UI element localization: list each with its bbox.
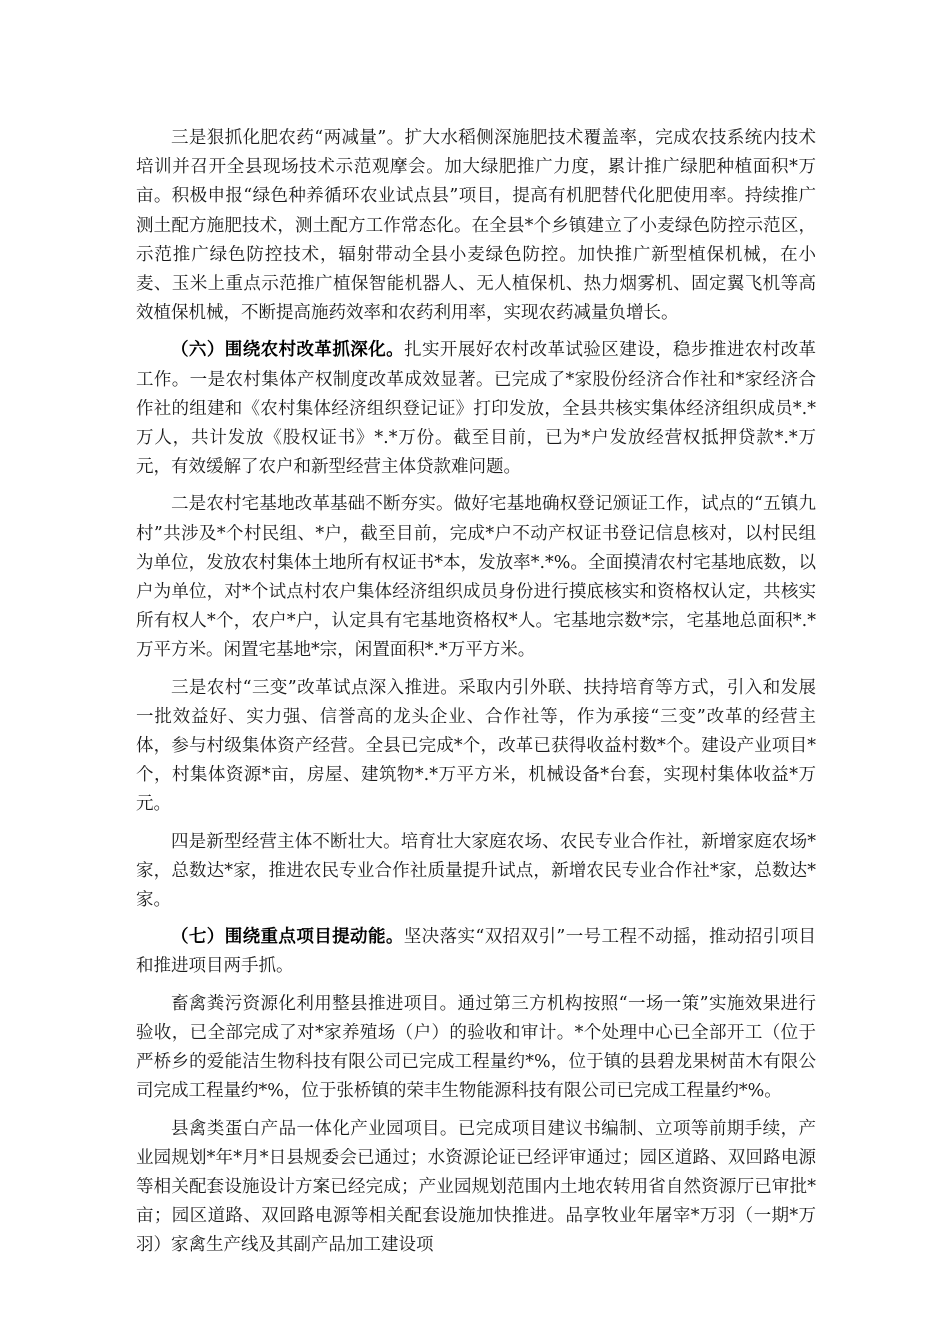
section-heading-key-projects: （七）围绕重点项目提动能。 xyxy=(171,927,404,948)
paragraph-new-business-entities xyxy=(136,828,816,916)
paragraph-fertilizer-pesticide-reduction xyxy=(136,124,816,328)
paragraph-three-changes-reform xyxy=(136,674,816,820)
paragraph-text: 坚决落实“双招双引”一号工程不动摇，推动招引项目和推进项目两手抓。 xyxy=(136,927,816,977)
paragraph-text: 县禽类蛋白产品一体化产业园项目。已完成项目建议书编制、立项等前期手续，产业园规划*年*月*日县规委会已通过；水资源论证已经评审通过；园区道路、双回路电源等相关配套设施设计方案已经完成；产业园规划范围内土地农转用省自然资源厅已审批*亩；园区道路、双回路电源等相关配套设施加快推进。品享牧业年屠宰*万羽（一期*万羽）家禽生产线及其副产品加工建设项 xyxy=(136,1118,816,1256)
section-heading-rural-reform: （六）围绕农村改革抓深化。 xyxy=(171,340,405,361)
paragraph-poultry-industrial-park xyxy=(136,1115,816,1261)
paragraph-text: 四是新型经营主体不断壮大。培育壮大家庭农场、农民专业合作社，新增家庭农场*家，总数达*家，推进农民专业合作社质量提升试点，新增农民专业合作社*家，总数达*家。 xyxy=(136,831,816,911)
paragraph-text: 三是农村“三变”改革试点深入推进。采取内引外联、扶持培育等方式，引入和发展一批效益好、实力强、信誉高的龙头企业、合作社等，作为承接“三变”改革的经营主体，参与村级集体资产经营。全县已完成*个，改革已获得收益村数*个。建设产业项目*个，村集体资源*亩，房屋、建筑物*.*万平方米，机械设备*台套，实现村集体收益*万元。 xyxy=(136,677,816,815)
paragraph-manure-utilization-project xyxy=(136,990,816,1107)
paragraph-text: 二是农村宅基地改革基础不断夯实。做好宅基地确权登记颁证工作，试点的“五镇九村”共涉及*个村民组、*户，截至目前，完成*户不动产权证书登记信息核对，以村民组为单位，发放农村集体土地所有权证书*本，发放率*.*%。全面摸清农村宅基地底数，以户为单位，对*个试点村农户集体经济组织成员身份进行摸底核实和资格权认定，共核实所有权人*个，农户*户，认定具有宅基地资格权*人。宅基地宗数*宗，宅基地总面积*.*万平方米。闲置宅基地*宗，闲置面积*.*万平方米。 xyxy=(136,494,816,661)
paragraph-homestead-reform xyxy=(136,490,816,665)
paragraph-key-projects xyxy=(136,923,816,981)
paragraph-text: 扎实开展好农村改革试验区建设，稳步推进农村改革工作。一是农村集体产权制度改革成效显著。已完成了*家股份经济合作社和*家经济合作社的组建和《农村集体经济组织登记证》打印发放，全县共核实集体经济组织成员*.*万人，共计发放《股权证书》*.*万份。截至目前，已为*户发放经营权抵押贷款*.*万元，有效缓解了农户和新型经营主体贷款难问题。 xyxy=(136,340,817,478)
paragraph-text: 三是狠抓化肥农药“两减量”。扩大水稻侧深施肥技术覆盖率，完成农技系统内技术培训并召开全县现场技术示范观摩会。加大绿肥推广力度，累计推广绿肥种植面积*万亩。积极申报“绿色种养循环农业试点县”项目，提高有机肥替代化肥使用率。持续推广测土配方施肥技术，测土配方工作常态化。在全县*个乡镇建立了小麦绿色防控示范区，示范推广绿色防控技术，辐射带动全县小麦绿色防控。加快推广新型植保机械，在小麦、玉米上重点示范推广植保智能机器人、无人植保机、热力烟雾机、固定翼飞机等高效植保机械，不断提高施药效率和农药利用率，实现农药减量负增长。 xyxy=(136,128,816,324)
document-body xyxy=(136,124,816,1269)
paragraph-text: 畜禽粪污资源化利用整县推进项目。通过第三方机构按照“一场一策”实施效果进行验收，已全部完成了对*家养殖场（户）的验收和审计。*个处理中心已全部开工（位于严桥乡的爱能洁生物科技有限公司已完成工程量约*%，位于镇的县碧龙果树苗木有限公司完成工程量约*%，位于张桥镇的荣丰生物能源科技有限公司已完成工程量约*%。 xyxy=(136,993,816,1102)
paragraph-rural-reform xyxy=(136,336,816,482)
